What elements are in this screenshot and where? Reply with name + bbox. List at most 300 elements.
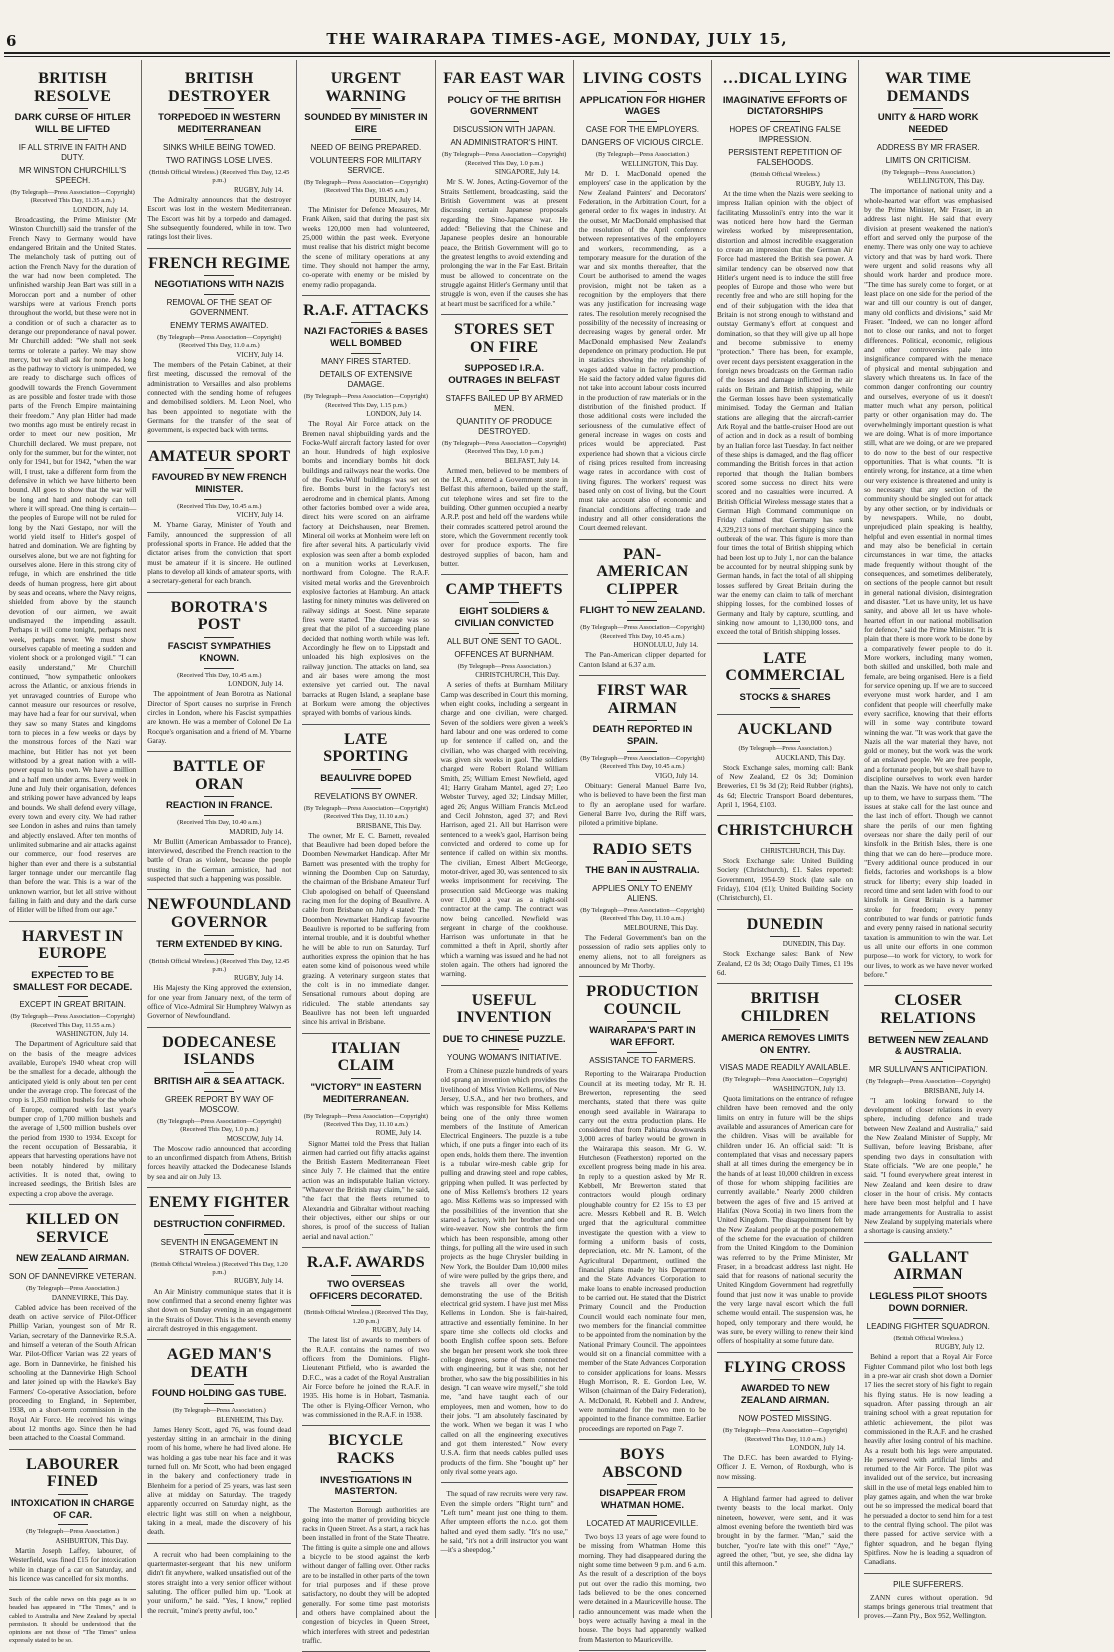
article-separator (717, 643, 853, 644)
article-body: The Federal Government's ban on the possession of radio sets applies only to enemy aliens, not to all foreigners as announced by Mr Thorby. (578, 932, 707, 970)
article-deck: DUE TO CHINESE PUZZLE. (442, 1033, 566, 1045)
article-headline: LATE COMMERCIAL (725, 649, 845, 685)
article-deck: STOCKS & SHARES (739, 691, 831, 703)
wire-credit: (By Telegraph—Press Association—Copyright) (Received This Day, 11.55 a.m.) (10, 1013, 135, 1029)
article (147, 1194, 291, 1333)
article-body: The Minister for Defence Measures, Mr Frank Aiken, said that during the past six weeks 120,000 men had volunteered, 25,000 within the past week. Everyone must realise that his district might become the scene of military operations at any time. They should not hamper the army, co-operate with enemy or be misled by enemy radio propaganda. (302, 204, 430, 289)
article-deck: NEGOTIATIONS WITH NAZIS (154, 279, 285, 291)
dateline: LONDON, July 14. (73, 205, 129, 214)
article-separator (302, 1247, 429, 1248)
article-body: A series of thefts at Burnham Military Camp was described in Court this morning, when eight cooks, including a sergeant in charge and one civilian, were charged. Seven of the soldiers were given a week's hard labour and one was ordered to come up for sentence if called on, and the civilian, who was charged with receiving, was given six weeks in gaol. The soldiers charged were Robert Roland William Smith, 25; William Ernest Newfield, aged 41; Harry Graham Mantel, aged 27; Leo Webster Turvey, aged 32; Lindsay Miller, aged 26; Angus William Francis McLeod and Cecil Johnston, aged 37; and Revi Harrison, aged 21. All but Harrison were sentenced to a week's gaol, Harrison being convicted and ordered to come up for sentence if called on within six months. The civilian, Ernest Albert McGeorge, motor-driver, aged 30, was sentenced to six weeks imprisonment for receiving. The prosecution said McGeorge was making over £1,000 a year as a night-soil contractor at the camp. The contract was now being cancelled. Newfield was sergeant in charge of the cookhouse. Harrison was unfortunate in that he committed a theft in April, shortly after which a warning was issued and he had not stolen again. The others had ignored the warning. (440, 680, 568, 979)
filler-anecdote: The squad of raw recruits were very raw. Even the simple orders "Right turn" and "Left turn" meant just one thing to them. After umpteen efforts the n.c.o. got them halted and eyed them sadly. "It's no use," he said, "it's not a drill instructor you want—it's a sheepdog." (440, 1489, 568, 1555)
article-deck: AWARDED TO NEW ZEALAND AIRMAN. (740, 1383, 830, 1407)
article-separator (9, 921, 136, 922)
article-separator (579, 539, 706, 540)
article-headline: AUCKLAND (737, 720, 833, 738)
article (579, 682, 706, 828)
article-subdeck: ALL BUT ONE SENT TO GAOL. (446, 636, 562, 646)
headline-rule (58, 966, 88, 967)
wire-credit: (By Telegraph—Press Association.) (457, 662, 551, 670)
article-headline: HARVEST IN EUROPE (21, 927, 124, 963)
dateline: RUGBY, July 14. (234, 974, 284, 983)
article-deck: IMAGINATIVE EFFORTS OF DICTATORSHIPS (722, 94, 848, 118)
deck-rule (351, 353, 381, 354)
article-separator (9, 1589, 136, 1590)
headline-rule (351, 1078, 381, 1079)
article-headline: FAR EAST WAR (443, 70, 566, 87)
article-separator (717, 1487, 853, 1488)
article-deck: REACTION IN FRANCE. (165, 800, 273, 812)
column-7 (859, 60, 997, 1621)
column-2 (142, 60, 297, 1618)
article-separator (717, 909, 853, 910)
deck-rule (489, 633, 519, 634)
article-subdeck: ENEMY TERMS AWAITED. (170, 321, 269, 331)
article-headline: CAMP THEFTS (445, 581, 563, 599)
article-body: Armed men, believed to be members of the I.R.A., entered a Government store in Belfast this afternoon, bailed up the staff, cut telephone wires and set fire to the building. Other gunmen occupied a nearby A.R.P. post and held off the wardens while their comrades scattered petrol around the store, which the Government recently took over for produce exports. The fire destroyed supplies of bacon, ham and butter. (440, 465, 568, 569)
article-headline: FIRST WAR AIRMAN (597, 681, 688, 717)
article-body: The Department of Agriculture said that on the basis of the meagre advices available, Europe's 1940 wheat crop will be the smallest for a decade, although the anticipated yield is only about ten per cent under the average crop. The forecast of the crop is 1,350 million bushels for the whole of Europe, compared with last year's bumper crop of 1,700 million bushels and the average of 1,500 million bushels over the period from 1930 to 1934. Except for the recent occupation of Bessarabia, it appears that harvesting operations have not been notably hindered by military activities. It is noted that, owing to increased seedings, the British Isles are expecting a crop above the average. (9, 1039, 137, 1198)
wire-credit: (By Telegraph—Press Association—Copyright) (Received This Day, 11.35 a.m.) (10, 188, 135, 205)
page-number: 6 (6, 32, 17, 50)
deck-rule (627, 1515, 657, 1516)
masthead (0, 0, 1114, 58)
headline-rule (351, 108, 381, 109)
article (147, 255, 291, 435)
headline-rule (913, 108, 943, 109)
deck-rule (351, 1305, 381, 1306)
dateline: LONDON, July 14. (228, 680, 284, 689)
dateline: WELLINGTON, This Day. (907, 177, 985, 186)
dateline: MADRID, July 14. (229, 827, 284, 836)
dateline: RUGBY, July 12. (935, 1343, 985, 1352)
article-subdeck: EXCEPT IN GREAT BRITAIN. (19, 1000, 126, 1010)
article-body: From a Chinese puzzle hundreds of years old sprang an invention which provides the livelihood of Miss Vivien Kellems, of New Jersey, U.S.A., and her two brothers, and which was responsible for Miss Kellems being one of the only three women members of the Institute of American Electrical Engineers. The puzzle is a tube which, if one puts a finger into each of its open ends, holds them there. The invention is a tubular wire-mesh cable grip for pulling and drawing steel and rope cables, gripping when pulled. It was perfected by one of Miss Kellems's brothers 12 years ago. Miss Kellems was so impressed with the possibilities of the invention that she started a factory, with her brother and one wire-weaver. Now she controls the firm which has been responsible, among other things, for pulling all the wire used in such projects as the huge Chrysler building in New York, the Boulder Dam 10,000 miles of wire were pulled by the grips there, and she travels all over the world, demonstrating the use of the British electrical grid system. I have just met Miss Kellems in London. She is fair-haired, attractive and essentially feminine. In her spare time she collects old clocks and booth English coffee spoon sets. Before she began her present work she took three college degrees, some of them connected with engineering, but it was she, not her brother, who saw the big possibilities in his design. "I can weave wire myself," she told me, "and have taught each of our employees, men and women, how to do their jobs. "I am absolutely fascinated by the work. When we began it was I who called on all the engineering executives and got them interested." Now every U.S.A. firm that needs cables pulled uses products of the firm. She "bought up" her only rival some years ago. (440, 1065, 568, 1476)
article-separator (441, 1482, 568, 1483)
dateline: SINGAPORE, July 14. (494, 168, 560, 177)
article-separator (147, 441, 291, 442)
deck-rule (204, 1091, 234, 1092)
article-deck: APPLICATION FOR HIGHER WAGES (579, 94, 706, 118)
article-body: Cabled advice has been received of the death on active service of Pilot-Officer Phillip Varian, youngest son of Mr R. Varian, secretary of the Dannevirke R.S.A. and himself a veteran of the South African War. Pilot-Officer Varian was 22 years of age. Born in Dannevirke, he finished his schooling at the Dannevirke High School and later joined up with the Hawke's Bay Farmers' Co-operative Association, before proceeding to England, in September, 1938, on a short-term commission in the Royal Air Force. He received his wings about 12 months ago. Since then he had been attached to the Coastal Command. (9, 1302, 137, 1443)
dateline: BELFAST, July 14. (504, 456, 560, 465)
wire-credit: (By Telegraph—Press Association—Copyright) (Received This Day, 10.45 a.m.) (580, 624, 705, 640)
article-headline: DUNEDIN (746, 915, 824, 933)
headline-rule (351, 322, 381, 323)
deck-rule (770, 1059, 800, 1060)
wire-credit: (By Telegraph—Press Association.) (26, 1528, 120, 1536)
article-subdeck: PERSISTENT REPETITION OF FALSEHOODS. (728, 148, 842, 168)
article-separator (9, 1449, 136, 1450)
article-body: Stock Exchange sale: United Building Society (Christchurch), £1. Sales reported: Government, 1954-59 Stock (late sale on Friday), £104 (£1); United Building Society (Christchurch), £1. (717, 856, 854, 903)
article-headline: BRITISH DESTROYER (168, 70, 271, 105)
headline-rule (204, 1384, 234, 1385)
article-headline: NEWFOUNDLAND GOVERNOR (147, 896, 292, 932)
newspaper-title: THE WAIRARAPA TIMES-AGE, MONDAY, JULY 15, (326, 30, 788, 48)
article-separator (864, 1573, 992, 1574)
article (147, 70, 291, 242)
dateline: CHRISTCHURCH, This Day. (760, 847, 846, 856)
article-deck: BEAULIVRE DOPED (320, 772, 412, 784)
article-subdeck: GREEK REPORT BY WAY OF MOSCOW. (164, 1094, 274, 1114)
article-deck: NEW ZEALAND AIRMAN. (16, 1253, 130, 1265)
article-subdeck: LIMITS ON CRITICISM. (885, 155, 971, 165)
article-body: The owner, Mr E. C. Barnett, revealed that Beaulivre had been doped before the Doomben Newmarket Handicap. After Mr Barnett was presented with the trophy for winning the Doomben Cup on Saturday, the chairman of the Brisbane Amateur Turf Club apologised on behalf of Queensland racing men for the doping of Beaulivre. A cable from Brisbane on July 4 stated: The Doomben Newmarket Handicap favourite Beaulivre is reported to be suffering from internal trouble, and it is doubtful whether he will be able to run on Saturday. Turf authorities express the opinion that he has eaten some kind of poisonous weed while grazing. A veterinary surgeon states that the colt is in no immediate danger. Sensational rumours about doping are ridiculed. The stable attendants say Beaulivre has not been left unguarded since his arrival in Brisbane. (302, 830, 430, 1027)
dateline: DANNEVIRKE, This Day. (51, 1293, 129, 1302)
article-subdeck: TWO RATINGS LOSE LIVES. (166, 155, 273, 165)
headline-rule (204, 637, 234, 638)
deck-rule (204, 1234, 234, 1235)
article (302, 731, 429, 1027)
headline-rule (489, 602, 519, 603)
article-separator (717, 815, 853, 816)
headline-rule (770, 91, 800, 92)
article-subdeck: STAFFS BAILED UP BY ARMED MEN. (445, 393, 563, 413)
article-subdeck: LOCATED AT MAURICEVILLE. (586, 1518, 699, 1528)
headline-rule (489, 359, 519, 360)
headline-rule (913, 1287, 943, 1288)
article-body: Martin Joseph Laffey, labourer, of Westerfield, was fined £15 for intoxication while in charge of a car on Saturday, and his licence was cancelled for six months. (9, 1545, 137, 1583)
headline-rule (627, 601, 657, 602)
dateline: MELBOURNE, This Day. (623, 923, 699, 932)
headline-rule (627, 720, 657, 721)
article-deck: SUPPOSED I.R.A. OUTRAGES IN BELFAST (448, 363, 561, 386)
article (9, 928, 136, 1198)
article-body: The Royal Air Force attack on the Bremen naval shipbuilding yards and the Focke-Wulf aircraft factory lasted for over an hour. Hundreds of high explosive bombs and incendiary bombs hit dock buildings and railways near the works. One of the Focke-Wulf buildings was set on fire. Bombs burst in the factory's test aerodrome and in chemical plants. Among other factories bombed over a wide area, direct hits were scored on an airframe factory at Deichshausen, near Bremen. Mineral oil works at Monheim were left on fire after several hits. A particularly vivid explosion was seen after a bomb exploded on a munition works at Leverkusen, northward from Cologne. The R.A.F. visited metal works and the Grevenbroich explosive factories at Hamburg. An attack lasting for ninety minutes was delivered on railway sidings at Soest. Nine separate fires were started. The damage was so great that the pilot of a succeeding plane decided that nothing worth while was left. Accordingly he flew on to Lippstadt and unloaded his high explosives on the railway junction. The attacks on land, sea and air bases were among the most extensive yet carried out. The naval barracks at Rugen Island, a seaplane base at Borkum were among the objectives sprayed with bombs of various kinds. (302, 419, 430, 718)
article-subdeck: IF ALL STRIVE IN FAITH AND DUTY. (18, 142, 127, 162)
dateline: WASHINGTON, July 13. (772, 1084, 846, 1093)
article-headline: BATTLE OF ORAN (172, 758, 266, 793)
article-body: Stock Exchange sales, morning call: Bank of New Zealand, £2 0s 3d; Dominion Breweries, £1 9s 3d (2); Reid Rubber (rights), 4s 6d; Electric Transport Board debentures, April 1, 1964, £103. (717, 762, 854, 810)
wire-credit: (By Telegraph—Press Association—Copyright) (Received This Day, 11.10 a.m.) (580, 906, 705, 923)
dateline: VIGO, July 14. (654, 771, 699, 780)
article-subdeck: DANGERS OF VICIOUS CIRCLE. (581, 138, 704, 148)
article-separator (147, 1543, 291, 1544)
dateline: BRISBANE, This Day. (356, 821, 422, 830)
article-headline: CLOSER RELATIONS (880, 992, 977, 1027)
advert-text: ZANN cures without operation. 9d stamps brings generous trial treatment that proves.—Zann Pty., Box 952, Wellington. (864, 1592, 993, 1621)
article-headline: DODECANESE ISLANDS (162, 1033, 277, 1069)
article-headline: ENEMY FIGHTER (148, 1194, 290, 1212)
article-separator (9, 1204, 136, 1205)
filler-anecdote: A Highland farmer had agreed to deliver twenty beasts to the local market. Only nineteen, however, were sent, and it was almost evening before the twentieth bird was brought in by the farmer. "Man," said the butcher, "you're late with this one!" "Aye," agreed the other, "but, ye see, she didna lay until this afternoon." (717, 1494, 854, 1569)
article-body: The members of the Petain Cabinet, at their first meeting, discussed the removal of the administration to Versailles and also problems connected with the sending home of refugees and demobilised soldiers. M. Leon Noel, who has been appointed to negotiate with the Germans for the transfer of the seat of government, is expected back with terms. (147, 359, 292, 435)
article-deck: BRITISH AIR & SEA ATTACK. (154, 1075, 285, 1087)
article-subdeck: OFFENCES AT BURNHAM. (454, 649, 555, 659)
article-headline: CHRISTCHURCH (717, 822, 854, 840)
article-separator (864, 985, 992, 986)
article-subdeck: YOUNG WOMAN'S INITIATIVE. (447, 1052, 562, 1062)
article-separator (864, 1242, 992, 1243)
article (579, 841, 706, 971)
dateline: LONDON, July 14. (366, 410, 422, 419)
article-body: Mr Bullitt (American Ambassador to France), interviewed, described the French reaction to the battle of Oran as violent, because the people trusting in the German armistice, had not suspected that such a happening was possible. (147, 836, 292, 884)
article (717, 916, 853, 978)
wire-credit: (British Official Wireless.) (Received This Day, 12.45 p.m.) (149, 168, 290, 185)
dateline: BRISBANE, July 14. (924, 1086, 985, 1095)
deck-rule (204, 294, 234, 295)
article (864, 992, 992, 1235)
headline-rule (58, 108, 88, 109)
dateline: MOSCOW, July 14. (226, 1134, 284, 1143)
article-headline: BOROTRA'S POST (170, 598, 268, 634)
headline-rule (627, 861, 657, 862)
article-subdeck: AN ADMINISTRATOR'S HINT. (450, 138, 558, 148)
wire-credit: (By Telegraph—Press Association.) (172, 1407, 266, 1415)
article-deck: TWO OVERSEAS OFFICERS DECORATED. (309, 1278, 423, 1302)
article-body: The appointment of Jean Borotra as National Director of Sport causes no surprise in French circles in London, where his Fascist sympathies are known. He was a member of Colonel De La Rocque's organisation and a friend of M. Ybarne Garay. (147, 689, 292, 745)
headline-rule (770, 843, 800, 844)
dateline: LONDON, July 14. (789, 1444, 846, 1452)
article (579, 70, 706, 533)
deck-rule (351, 1109, 381, 1110)
deck-rule (770, 121, 800, 122)
wire-credit: (British Official Wireless.) (Received This Day, 12.45 p.m.) (149, 957, 290, 973)
article-deck: UNITY & HARD WORK NEEDED (877, 112, 979, 136)
article-deck: FAVOURED BY NEW FRENCH MINISTER. (151, 472, 287, 496)
article-headline: BRITISH CHILDREN (740, 990, 830, 1026)
article-body: The Masterton Borough authorities are going into the matter of providing bicycle racks in Queen Street. As a start, a rack has been installed in front of the State Theatre. The fitting is quite a simple one and allows a bicycle to be stood against the kerb without danger of falling over. Other racks are to be installed in other parts of the town for trial purposes and if these prove satisfactory, no doubt they will be adopted generally. For some time past motorists and others have complained about the congestion of bicycles in Queen Street, which interferes with street and pedestrian traffic. (302, 1505, 430, 1645)
article-separator (147, 889, 291, 890)
headline-rule (770, 688, 800, 689)
article (717, 822, 853, 902)
deck-rule (913, 139, 943, 140)
headline-rule (770, 741, 800, 742)
article-subdeck: QUANTITY OF PRODUCE DESTROYED. (456, 416, 553, 436)
article-subdeck: MR WINSTON CHURCHILL'S SPEECH. (19, 165, 127, 185)
article-separator (579, 976, 706, 977)
article-deck: FLIGHT TO NEW ZEALAND. (579, 605, 706, 617)
headline-rule (489, 91, 519, 92)
deck-rule (204, 139, 234, 140)
article-deck: "VICTORY" IN EASTERN MEDITERRANEAN. (310, 1081, 422, 1105)
article (441, 321, 568, 569)
article-headline: BICYCLE RACKS (328, 1432, 404, 1467)
deck-rule (770, 1410, 800, 1411)
article (302, 70, 429, 289)
deck-rule (627, 121, 657, 122)
article-subdeck: NEED OF BEING PREPARED. (310, 142, 422, 152)
article-body: The Moscow radio announced that according to an unconfirmed dispatch from Athens, British forces heavily attacked the Dodecanese Islands by sea and air on July 13. (147, 1143, 292, 1181)
article (147, 896, 291, 1020)
column-5 (574, 60, 712, 1644)
headline-rule (204, 108, 234, 109)
headline-rule (627, 91, 657, 92)
article (441, 992, 568, 1477)
article-subdeck: VISAS MADE READILY AVAILABLE. (719, 1063, 851, 1073)
wire-credit: (By Telegraph—Press Association—Copyright) (Received This Day, 11.10 a.m.) (303, 804, 429, 821)
headline-rule (204, 935, 234, 936)
wire-credit: (By Telegraph—Press Association—Copyright) (Received This Day, 10.45 a.m.) (303, 178, 429, 195)
article-deck: INVESTIGATIONS IN MASTERTON. (320, 1474, 412, 1498)
dateline: AUCKLAND, This Day. (775, 753, 846, 762)
article-separator (147, 1027, 291, 1028)
article-subdeck: MANY FIRES STARTED. (321, 357, 411, 367)
deck-rule (489, 390, 519, 391)
article-separator (147, 248, 291, 249)
headline-rule (204, 796, 234, 797)
article (302, 302, 429, 718)
article-deck: WAIRARAPA'S PART IN WAR EFFORT. (589, 1025, 696, 1049)
article-headline: URGENT WARNING (325, 70, 407, 105)
article-body: The latest list of awards to members of the R.A.F. contains the names of two officers from the Dominions. Flight-Lieutenant Pitfield, who is awarded the D.F.C., was a cadet of the Royal Australian Air Force before he joined the R.A.F. in 1935. His home is in Hobart, Tasmania. The other is Flying-Officer Vernon, who was commissioned in the R.A.F. in 1938. (302, 1335, 430, 1420)
masthead-rule (4, 52, 1110, 54)
headline-rule (204, 468, 234, 469)
dateline: VICHY, July 14. (236, 350, 284, 359)
article (147, 758, 291, 883)
article-body: "I am looking forward to the development of closer relations in every sphere, including defence and trade between New Zealand and Australia," said the New Zealand Minister of Supply, Mr Sullivan, before leaving Brisbane, after spending two days in consultation with State officials. "We are one people," he said. "I found everywhere great interest in New Zealand and keen desire to draw closer in the hour of crisis. My contacts here have been most helpful and I have made arrangements for Australia to assist New Zealand by supplying materials where a shortage is causing anxiety." (864, 1095, 993, 1236)
article-subdeck: MR SULLIVAN'S ANTICIPATION. (869, 1065, 988, 1075)
article-body: The Admiralty announces that the destroyer Escort was lost in the western Mediterranean. The Escort was hit by a torpedo and damaged. She subsequently foundered, while in tow. Two ratings lost their lives. (147, 194, 292, 242)
wire-credit: (By Telegraph—Press Association—Copyright) (Received This Day, 11.0 a.m.) (157, 334, 282, 350)
article-subdeck: HOPES OF CREATING FALSE IMPRESSION. (729, 125, 841, 145)
article-subdeck: SON OF DANNEVIRKE VETERAN. (9, 1272, 137, 1282)
article-subdeck: LEADING FIGHTER SQUADRON. (866, 1321, 990, 1331)
article-separator (717, 714, 853, 715)
article-headline: ITALIAN CLAIM (331, 1039, 401, 1075)
article-separator (302, 1033, 429, 1034)
headline-rule (627, 1484, 657, 1485)
article (579, 1446, 706, 1644)
wire-credit: (By Telegraph—Press Association.) (738, 745, 832, 753)
headline-rule (204, 1215, 234, 1216)
wire-credit: (By Telegraph—Press Association—Copyright) (Received This Day, 1.15 p.m.) (303, 393, 429, 409)
wire-credit: (Received This Day, 10.40 a.m.) (177, 819, 262, 827)
article-headline: STORES SET ON FIRE (454, 320, 555, 356)
article-separator (147, 751, 291, 752)
article-body: Behind a report that a Royal Air Force Fighter Command pilot who lost both legs in a pre-war air crash shot down a Dornier 17 lies the secret story of his fight to regain his flying status. He is now leading a squadron. After passing through an air training school with a great reputation for athletic achievement, the pilot was commissioned in the R.A.F. and he crashed heavily after losing control of his machine. As a result both his legs were amputated. He persevered with artificial limbs and returned to the Air Force. The pilot was invalided out of the service, but increasing skill in the use of metal legs enabled him to play games again, and when the war broke out he so impressed the medical board that he persuaded a doctor to send him for a test to the central flying school. The pilot was there passed for active service with a fighter squadron, and he began flying Spitfires. Now he is leading a squadron of Canadians. (864, 1352, 993, 1567)
article-deck: EXPECTED TO BE SMALLEST FOR DECADE. (12, 969, 133, 993)
article-headline: BOYS ABSCOND (602, 1445, 683, 1481)
dateline: ASHBURTON, This Day. (55, 1536, 129, 1545)
article-body: Broadcasting, the Prime Minister (Mr Winston Churchill) said the transfer of the French Navy to Germany would have endangered Britain and the United States. The melancholy task of putting out of action the French Navy for the duration of the war had now been completed. The unfinished warship Jean Bart was still in a Moroccan port and a number of other warships were at various French ports throughout the world, but these were not in a condition or of such a character as to derange our preponderance of naval power. Mr Churchill added: "We shall not seek terms or tolerate a parley. We may show mercy, but we shall ask for none. As long as the pathway to victory is unimpeded, we are ready to discharge such offices of goodwill towards the French Government as are possible and foster trade with those parts of the French Empire maintaining their freedom." Any plan Hitler had made two months ago must be entirely recast in order to meet our new position, Mr Churchill declared. We must prepare, not only for the summer, but for the winter, not only for 1941, but for 1942, "when the war will, I trust, take a different form from the defensive in which we have hitherto been bound. All goes to show that the war will be long and hard and nobody can tell where it will spread. One thing is certain—the peoples of Europe will not be ruled for long by the Nazi Gestapo, nor will the world yield itself to Hitler's gospel of hatred and domination. We are fighting by ourselves alone, but we are not fighting for ourselves alone. Here in this strong city of refuge, in which are enshrined the title deeds of human progress, here girt about by seas and oceans, where the Navy reigns, shielded from above by the staunch devotion of our airmen, we await undismayed the impending assault. Perhaps it will come tonight, perhaps next week, perhaps never. We must show ourselves capable of meeting a sudden and violent shock or a prolonged vigil." "I can easily understand," Mr Churchill continued, "how sympathetic onlookers across the Atlantic, or anxious friends in yet unravaged countries of Europe who cannot measure our resources or resolve, may have had a fear for our survival, when they saw so many States and kingdoms torn to pieces in a few weeks or days by the monstrous forces of the Nazi war machine, but Hitler has not yet been withstood by a great nation with a will-power equal to his own. We have a million and a half men under arms. Every week in June and July their organisation, defences and striking power have advanced by leaps and bounds. We shall defend every village, every town and every city. We had rather see London in ashes and ruins than tamely and abjectly enslaved. After ten months of unlimited submarine and air attacks against our commerce, our food reserves are higher than ever and there is a substantial larger tonnage under our mercantile flag than before the war. This is a war of the unknown warrior, but let all strive without failing in faith and duty and the dark curse of Hitler will be lifted from our age." (9, 214, 137, 915)
headline-rule (489, 1030, 519, 1031)
article-deck: FOUND HOLDING GAS TUBE. (151, 1388, 287, 1400)
advert-heading: PILE SUFFERERS. (893, 1579, 964, 1589)
article-subdeck: REVELATIONS BY OWNER. (314, 791, 418, 801)
article-deck: TERM EXTENDED BY KING. (156, 938, 283, 950)
deck-rule (627, 620, 657, 621)
article-separator (717, 983, 853, 984)
headline-rule (204, 275, 234, 276)
article-separator (579, 675, 706, 676)
article-headline: WAR TIME DEMANDS (885, 70, 972, 105)
article-separator (302, 295, 429, 296)
article-headline: PRODUCTION COUNCIL (586, 983, 699, 1018)
deck-rule (627, 1052, 657, 1053)
article-separator (147, 1187, 291, 1188)
headline-rule (204, 1072, 234, 1073)
article (579, 983, 706, 1433)
article-subdeck: SEVENTH IN ENGAGEMENT IN STRAITS OF DOVER. (160, 1237, 278, 1257)
wire-credit: (British Official Wireless.) (750, 171, 820, 179)
deck-rule (204, 954, 234, 955)
deck-rule (204, 1403, 234, 1404)
article-separator (717, 1352, 853, 1353)
filler-anecdote: A recruit who had been complaining to the quartermaster-sergeant that his new uniform didn't fit anywhere, walked unsatisfied out of the stores straight into a very senior officer without saluting. The officer pulled him up. "Look at your uniform," he said. "Yes, I know," replied the recruit, "mine's pretty awful, too." (147, 1549, 292, 1615)
article-subdeck: CASE FOR THE EMPLOYERS. (585, 125, 700, 135)
headline-rule (58, 1494, 88, 1495)
article-headline: FRENCH REGIME (148, 254, 291, 272)
article (9, 1211, 136, 1443)
dateline: RUGBY, July 14. (372, 1326, 422, 1335)
article (717, 721, 853, 810)
wire-credit: (By Telegraph—Press Association.) (881, 168, 975, 176)
article-headline: KILLED ON SERVICE (26, 1211, 120, 1246)
article-headline: GALLANT AIRMAN (887, 1248, 969, 1284)
article-deck: AMERICA REMOVES LIMITS ON ENTRY. (721, 1032, 850, 1056)
article-body: James Henry Scott, aged 76, was found dead yesterday sitting in an armchair in the dining room of his home, where he had lived alone. He was holding a gas tube near his face and it was turned full on. Mr Scott, who had been engaged in the bakery and confectionery trade in Blenheim for a period of 25 years, was last seen alive at midday on Saturday. The tragedy apparently occurred on Saturday night, as the electric light was still on when a neighbour, taking in a meal, made the discovery of his death. (147, 1424, 292, 1537)
headline-rule (351, 769, 381, 770)
deck-rule (489, 121, 519, 122)
deck-rule (58, 139, 88, 140)
wire-credit: (British Official Wireless.) (893, 1334, 963, 1342)
article-subdeck: VOLUNTEERS FOR MILITARY SERVICE. (310, 155, 422, 175)
article-deck: BETWEEN NEW ZEALAND & AUSTRALIA. (868, 1034, 989, 1058)
article-body: Obituary: General Manuel Barre Ivo, who is believed to have been the first man to fly an aeroplane used for warfare. General Barre Ivo, during the Riff wars, piloted a primitive biplane. (578, 780, 707, 828)
article-headline: AMATEUR SPORT (148, 447, 291, 465)
article-headline: RADIO SETS (592, 840, 693, 858)
article-deck: TORPEDOED IN WESTERN MEDITERRANEAN (158, 112, 281, 136)
deck-rule (351, 1501, 381, 1502)
article-separator (579, 834, 706, 835)
article-separator (441, 985, 568, 986)
article-subdeck: ASSISTANCE TO FARMERS. (589, 1056, 696, 1066)
article-subdeck: REMOVAL OF THE SEAT OF GOVERNMENT. (166, 298, 272, 318)
article-deck: EIGHT SOLDIERS & CIVILIAN CONVICTED (454, 606, 554, 629)
headline-rule (351, 1275, 381, 1276)
deck-rule (58, 1524, 88, 1525)
article-headline: BRITISH RESOLVE (34, 70, 112, 105)
article-body: His Majesty the King approved the extension, for one year from January next, of the term of office of Vice-Admiral Sir Humphrey Walwyn as Governor of Newfoundland. (147, 983, 292, 1021)
article-deck: SOUNDED BY MINISTER IN EIRE (304, 112, 428, 136)
page-columns (4, 60, 1110, 1645)
column-4 (436, 60, 574, 1618)
article-headline: PAN-AMERICAN CLIPPER (596, 545, 689, 598)
article (302, 1040, 429, 1242)
article (579, 546, 706, 669)
wire-credit: (By Telegraph—Press Association—Copyright) (866, 1078, 991, 1086)
deck-rule (627, 880, 657, 881)
wire-credit: (By Telegraph—Press Association—Copyright) (Received This Day, 11.10 a.m.) (303, 1112, 429, 1128)
headline-rule (770, 1379, 800, 1380)
dateline: RUGBY, July 14. (234, 185, 284, 194)
wire-credit: (British Official Wireless.) (Received This Day, 1.20 p.m.) (303, 1309, 428, 1325)
article-subdeck: SINKS WHILE BEING TOWED. (162, 142, 276, 152)
article (302, 1432, 429, 1645)
article (717, 70, 853, 637)
article-separator (147, 1339, 291, 1340)
headline-rule (627, 1021, 657, 1022)
times-cable-note: Such of the cable news on this page as is so headed has appeared in "The Times," and is cabled to Australia and New Zealand by special permission. It should be understood that the opinions are not those of "The Times" unless expressly stated to be so. (9, 1596, 137, 1645)
deck-rule (58, 1268, 88, 1269)
article-deck: INTOXICATION IN CHARGE OF CAR. (11, 1497, 135, 1521)
deck-rule (204, 499, 234, 500)
article-body: At the time when the Nazis were seeking to impress Italian opinion with the object of facilitating Mussolini's entry into the war it was noticed here how hard the German wireless worked by misrepresentation, distortion and almost incredible exaggeration to create an impression that the German Air Force had mastered the British sea power. A similar tendency can be observed now that Hitler's urgent need is to induce the still free peoples of Europe and those who were but recently free and who are still hoping for the end of their subjugation with the idea that Britain is not strong enough to withstand and outstay Germany's effort at conquest and domination, so that they will give up all hope and become submissive to enemy "protection." There has been, for example, over recent days persistent exaggeration in the foreign news broadcasts on the German radio of the losses and damage inflicted in the air raids on Britain and British shipping, while the German losses have been systematically minimised. Today the German and Italian stations are alleging that the aircraft-carrier Ark Royal and the battle-cruiser Hood are out of action and in dock as a result of bombing by an Italian force last Tuesday. In fact neither of these ships is damaged, and the flag officer commanding the British forces in that action reported that though the Italian bombers scored some success no direct hits were scored and no casualties were incurred. A British Official Wireless message states that a German High Command communique on Friday claimed that Germany has sunk 4,329,213 tons of merchant shipping since the outbreak of the war. This figure is more than four times the total of British shipping which had been lost up to July 1, nor can the balance be accounted for by neutral shipping sunk by German hands, in fact the total of all shipping losses suffered by Great Britain during the war the enemy can claim to talk of merchant shipping losses, for the combined losses of Germany and Italy by capture, scuttling, and sinking now amount to 1,130,000 tons, and exceed the total of British shipping losses. (717, 188, 854, 637)
article-body: M. Ybarne Garay, Minister of Youth and Family, announced the suppression of all professional sports in France. He added that the dictator arises from the conviction that sport must be amateur if it is sincere. He outlined plans to develop all kinds of amateur sports, with a secretary-general for each branch. (147, 520, 292, 586)
headline-rule (770, 936, 800, 937)
article-deck: THE BAN IN AUSTRALIA. (585, 865, 700, 877)
article-body: Signor Mattei told the Press that Italian airmen had carried out fifty attacks against the British Eastern Mediterranean Fleet since July 7. He claimed that the entire action was an indisputable Italian victory. "Whatever the British may claim," he said, "the fact that the fleets returned to Alexandria and Gibraltar without reaching their objectives, either our ships or our shores, is proof of the success of Italian aerial and naval action." (302, 1138, 430, 1241)
headline-rule (770, 1029, 800, 1030)
wire-credit: (By Telegraph—Press Association.) (26, 1285, 120, 1293)
deck-rule (913, 1061, 943, 1062)
wire-credit: (Received This Day, 10.45 a.m.) (177, 502, 262, 510)
wire-credit: (By Telegraph—Press Association—Copyright) (Received This Day, 11.0 a.m.) (722, 1427, 848, 1443)
article-headline: LABOURER FINED (26, 1455, 120, 1491)
deck-rule (627, 751, 657, 752)
article-headline: AGED MAN'S DEATH (166, 1346, 272, 1381)
